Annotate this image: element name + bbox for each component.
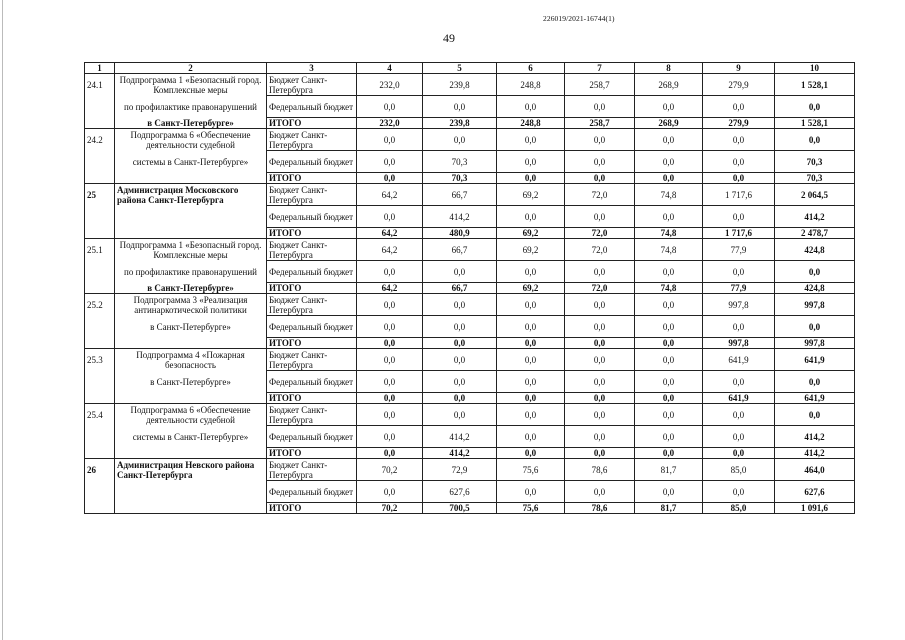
value-cell: 0,0 <box>497 173 565 184</box>
value-cell: 248,8 <box>497 118 565 129</box>
value-cell: 0,0 <box>565 393 635 404</box>
row-number <box>85 261 115 283</box>
value-cell: 0,0 <box>635 261 703 283</box>
funding-source: ИТОГО <box>267 173 357 184</box>
value-cell: 0,0 <box>357 151 423 173</box>
funding-source: ИТОГО <box>267 393 357 404</box>
column-number: 1 <box>85 63 115 74</box>
table-row <box>85 393 855 404</box>
row-name <box>115 393 267 404</box>
row-number: 25.4 <box>85 404 115 426</box>
value-cell: 0,0 <box>635 371 703 393</box>
value-cell: 1 528,1 <box>775 118 855 129</box>
column-number: 10 <box>775 63 855 74</box>
value-cell: 0,0 <box>497 129 565 151</box>
row-number <box>85 228 115 239</box>
value-cell: 66,7 <box>423 283 497 294</box>
value-cell: 0,0 <box>703 404 775 426</box>
value-cell: 0,0 <box>565 173 635 184</box>
value-cell: 0,0 <box>357 481 423 503</box>
value-cell: 0,0 <box>423 294 497 316</box>
value-cell: 0,0 <box>357 129 423 151</box>
value-cell: 0,0 <box>423 338 497 349</box>
value-cell: 75,6 <box>497 459 565 481</box>
value-cell: 0,0 <box>423 316 497 338</box>
value-cell: 0,0 <box>703 151 775 173</box>
value-cell: 0,0 <box>497 294 565 316</box>
budget-table <box>84 62 855 514</box>
table-row <box>85 151 855 173</box>
value-cell: 0,0 <box>775 261 855 283</box>
table-row <box>85 228 855 239</box>
column-number: 4 <box>357 63 423 74</box>
funding-source: Федеральный бюджет <box>267 151 357 173</box>
row-name: в Санкт-Петербурге» <box>115 371 267 393</box>
value-cell: 0,0 <box>357 261 423 283</box>
value-cell: 0,0 <box>565 261 635 283</box>
value-cell: 2 064,5 <box>775 184 855 206</box>
value-cell: 74,8 <box>635 283 703 294</box>
value-cell: 641,9 <box>775 349 855 371</box>
value-cell: 0,0 <box>703 448 775 459</box>
value-cell: 0,0 <box>775 129 855 151</box>
row-name <box>115 228 267 239</box>
value-cell: 0,0 <box>565 206 635 228</box>
value-cell: 69,2 <box>497 228 565 239</box>
value-cell: 258,7 <box>565 74 635 96</box>
value-cell: 0,0 <box>423 261 497 283</box>
value-cell: 279,9 <box>703 74 775 96</box>
value-cell: 480,9 <box>423 228 497 239</box>
value-cell: 0,0 <box>423 393 497 404</box>
table-row <box>85 459 855 481</box>
value-cell: 72,0 <box>565 239 635 261</box>
value-cell: 0,0 <box>357 426 423 448</box>
value-cell: 85,0 <box>703 459 775 481</box>
document-id: 226019/2021-16744(1) <box>543 14 615 23</box>
value-cell: 0,0 <box>635 338 703 349</box>
value-cell: 69,2 <box>497 283 565 294</box>
value-cell: 279,9 <box>703 118 775 129</box>
row-name <box>115 338 267 349</box>
row-name <box>115 448 267 459</box>
funding-source: Бюджет Санкт-Петербурга <box>267 74 357 96</box>
value-cell: 0,0 <box>497 404 565 426</box>
value-cell: 72,9 <box>423 459 497 481</box>
row-number <box>85 316 115 338</box>
value-cell: 627,6 <box>423 481 497 503</box>
value-cell: 0,0 <box>635 173 703 184</box>
value-cell: 0,0 <box>635 96 703 118</box>
row-number <box>85 503 115 514</box>
column-number: 8 <box>635 63 703 74</box>
funding-source: Федеральный бюджет <box>267 261 357 283</box>
value-cell: 248,8 <box>497 74 565 96</box>
value-cell: 0,0 <box>565 404 635 426</box>
column-number: 3 <box>267 63 357 74</box>
row-name: в Санкт-Петербурге» <box>115 316 267 338</box>
value-cell: 232,0 <box>357 74 423 96</box>
value-cell: 0,0 <box>357 404 423 426</box>
value-cell: 268,9 <box>635 118 703 129</box>
value-cell: 0,0 <box>565 294 635 316</box>
value-cell: 1 717,6 <box>703 228 775 239</box>
value-cell: 0,0 <box>497 338 565 349</box>
row-number <box>85 173 115 184</box>
funding-source: ИТОГО <box>267 228 357 239</box>
funding-source: Бюджет Санкт-Петербурга <box>267 184 357 206</box>
value-cell: 0,0 <box>497 96 565 118</box>
value-cell: 0,0 <box>497 349 565 371</box>
page-edge-line <box>2 0 3 640</box>
column-number: 7 <box>565 63 635 74</box>
row-number: 25.1 <box>85 239 115 261</box>
row-number: 24.1 <box>85 74 115 96</box>
row-name <box>115 173 267 184</box>
row-number <box>85 426 115 448</box>
table-row <box>85 503 855 514</box>
row-number: 25.3 <box>85 349 115 371</box>
value-cell: 0,0 <box>497 206 565 228</box>
value-cell: 64,2 <box>357 239 423 261</box>
value-cell: 0,0 <box>565 151 635 173</box>
value-cell: 0,0 <box>497 371 565 393</box>
column-number-row <box>85 63 855 74</box>
value-cell: 64,2 <box>357 184 423 206</box>
value-cell: 0,0 <box>565 338 635 349</box>
value-cell: 0,0 <box>703 173 775 184</box>
value-cell: 64,2 <box>357 228 423 239</box>
row-name <box>115 503 267 514</box>
value-cell: 0,0 <box>423 371 497 393</box>
value-cell: 70,3 <box>423 151 497 173</box>
value-cell: 258,7 <box>565 118 635 129</box>
row-number <box>85 151 115 173</box>
value-cell: 0,0 <box>565 96 635 118</box>
value-cell: 69,2 <box>497 239 565 261</box>
funding-source: ИТОГО <box>267 503 357 514</box>
table-row <box>85 338 855 349</box>
table-row <box>85 184 855 206</box>
value-cell: 0,0 <box>703 316 775 338</box>
value-cell: 0,0 <box>357 173 423 184</box>
funding-source: Бюджет Санкт-Петербурга <box>267 239 357 261</box>
column-number: 5 <box>423 63 497 74</box>
value-cell: 0,0 <box>423 96 497 118</box>
table-row <box>85 74 855 96</box>
funding-source: Федеральный бюджет <box>267 481 357 503</box>
value-cell: 0,0 <box>357 349 423 371</box>
value-cell: 74,8 <box>635 184 703 206</box>
row-name: Подпрограмма 1 «Безопасный город. Комплексные меры <box>115 74 267 96</box>
row-name <box>115 481 267 503</box>
value-cell: 0,0 <box>497 481 565 503</box>
table-row <box>85 129 855 151</box>
value-cell: 641,9 <box>775 393 855 404</box>
value-cell: 0,0 <box>635 206 703 228</box>
row-name: Администрация Московского района Санкт-Петербурга <box>115 184 267 206</box>
table-row <box>85 404 855 426</box>
value-cell: 64,2 <box>357 283 423 294</box>
table-row <box>85 261 855 283</box>
value-cell: 69,2 <box>497 184 565 206</box>
value-cell: 72,0 <box>565 184 635 206</box>
table-row <box>85 206 855 228</box>
row-number <box>85 118 115 129</box>
value-cell: 74,8 <box>635 239 703 261</box>
table-row <box>85 173 855 184</box>
column-number: 2 <box>115 63 267 74</box>
column-number: 6 <box>497 63 565 74</box>
value-cell: 78,6 <box>565 459 635 481</box>
row-name: Подпрограмма 3 «Реализация антинаркотической политики <box>115 294 267 316</box>
row-number <box>85 481 115 503</box>
value-cell: 1 091,6 <box>775 503 855 514</box>
table-row <box>85 118 855 129</box>
value-cell: 0,0 <box>565 426 635 448</box>
value-cell: 78,6 <box>565 503 635 514</box>
value-cell: 0,0 <box>565 371 635 393</box>
funding-source: Федеральный бюджет <box>267 206 357 228</box>
value-cell: 0,0 <box>565 316 635 338</box>
value-cell: 0,0 <box>703 129 775 151</box>
value-cell: 414,2 <box>775 426 855 448</box>
value-cell: 77,9 <box>703 239 775 261</box>
value-cell: 0,0 <box>703 426 775 448</box>
funding-source: ИТОГО <box>267 448 357 459</box>
value-cell: 66,7 <box>423 239 497 261</box>
value-cell: 72,0 <box>565 283 635 294</box>
value-cell: 997,8 <box>775 294 855 316</box>
value-cell: 627,6 <box>775 481 855 503</box>
row-name: системы в Санкт-Петербурге» <box>115 151 267 173</box>
value-cell: 70,3 <box>775 173 855 184</box>
column-number: 9 <box>703 63 775 74</box>
value-cell: 0,0 <box>357 448 423 459</box>
table-row <box>85 239 855 261</box>
value-cell: 414,2 <box>423 448 497 459</box>
funding-source: Бюджет Санкт-Петербурга <box>267 294 357 316</box>
value-cell: 464,0 <box>775 459 855 481</box>
value-cell: 0,0 <box>775 371 855 393</box>
value-cell: 0,0 <box>775 96 855 118</box>
value-cell: 0,0 <box>635 294 703 316</box>
table-row <box>85 294 855 316</box>
value-cell: 0,0 <box>635 129 703 151</box>
row-name: Подпрограмма 6 «Обеспечение деятельности судебной <box>115 404 267 426</box>
funding-source: Федеральный бюджет <box>267 316 357 338</box>
value-cell: 77,9 <box>703 283 775 294</box>
value-cell: 414,2 <box>775 448 855 459</box>
row-name: в Санкт-Петербурге» <box>115 283 267 294</box>
funding-source: Бюджет Санкт-Петербурга <box>267 404 357 426</box>
table-row <box>85 96 855 118</box>
value-cell: 0,0 <box>497 448 565 459</box>
value-cell: 0,0 <box>635 404 703 426</box>
value-cell: 70,3 <box>423 173 497 184</box>
funding-source: Бюджет Санкт-Петербурга <box>267 459 357 481</box>
value-cell: 0,0 <box>703 481 775 503</box>
value-cell: 424,8 <box>775 239 855 261</box>
value-cell: 0,0 <box>635 316 703 338</box>
value-cell: 414,2 <box>775 206 855 228</box>
row-name <box>115 206 267 228</box>
value-cell: 700,5 <box>423 503 497 514</box>
value-cell: 0,0 <box>497 261 565 283</box>
value-cell: 239,8 <box>423 118 497 129</box>
funding-source: Бюджет Санкт-Петербурга <box>267 129 357 151</box>
row-number: 25.2 <box>85 294 115 316</box>
table-row <box>85 481 855 503</box>
value-cell: 0,0 <box>423 129 497 151</box>
value-cell: 268,9 <box>635 74 703 96</box>
funding-source: ИТОГО <box>267 283 357 294</box>
table-row <box>85 371 855 393</box>
value-cell: 414,2 <box>423 206 497 228</box>
value-cell: 0,0 <box>423 404 497 426</box>
funding-source: Федеральный бюджет <box>267 96 357 118</box>
value-cell: 0,0 <box>775 404 855 426</box>
row-number <box>85 96 115 118</box>
value-cell: 1 528,1 <box>775 74 855 96</box>
value-cell: 81,7 <box>635 459 703 481</box>
value-cell: 0,0 <box>703 96 775 118</box>
row-number <box>85 393 115 404</box>
row-number: 24.2 <box>85 129 115 151</box>
table-row <box>85 426 855 448</box>
value-cell: 0,0 <box>565 448 635 459</box>
value-cell: 72,0 <box>565 228 635 239</box>
value-cell: 0,0 <box>357 338 423 349</box>
value-cell: 0,0 <box>635 151 703 173</box>
value-cell: 0,0 <box>635 349 703 371</box>
row-name: системы в Санкт-Петербурге» <box>115 426 267 448</box>
value-cell: 0,0 <box>635 393 703 404</box>
value-cell: 70,2 <box>357 503 423 514</box>
value-cell: 0,0 <box>357 294 423 316</box>
row-name: по профилактике правонарушений <box>115 96 267 118</box>
funding-source: ИТОГО <box>267 338 357 349</box>
row-name: Подпрограмма 4 «Пожарная безопасность <box>115 349 267 371</box>
value-cell: 997,8 <box>775 338 855 349</box>
table-row <box>85 349 855 371</box>
value-cell: 0,0 <box>775 316 855 338</box>
value-cell: 0,0 <box>357 316 423 338</box>
funding-source: Бюджет Санкт-Петербурга <box>267 349 357 371</box>
value-cell: 0,0 <box>703 206 775 228</box>
value-cell: 85,0 <box>703 503 775 514</box>
value-cell: 0,0 <box>497 393 565 404</box>
value-cell: 0,0 <box>565 349 635 371</box>
funding-source: ИТОГО <box>267 118 357 129</box>
value-cell: 0,0 <box>357 393 423 404</box>
funding-source: Федеральный бюджет <box>267 426 357 448</box>
value-cell: 0,0 <box>635 481 703 503</box>
value-cell: 70,2 <box>357 459 423 481</box>
value-cell: 414,2 <box>423 426 497 448</box>
value-cell: 0,0 <box>357 206 423 228</box>
value-cell: 0,0 <box>423 349 497 371</box>
row-number <box>85 448 115 459</box>
value-cell: 997,8 <box>703 338 775 349</box>
table-row <box>85 283 855 294</box>
value-cell: 81,7 <box>635 503 703 514</box>
row-number <box>85 371 115 393</box>
value-cell: 0,0 <box>497 151 565 173</box>
value-cell: 2 478,7 <box>775 228 855 239</box>
value-cell: 0,0 <box>497 316 565 338</box>
value-cell: 66,7 <box>423 184 497 206</box>
value-cell: 641,9 <box>703 393 775 404</box>
funding-source: Федеральный бюджет <box>267 371 357 393</box>
row-number: 26 <box>85 459 115 481</box>
row-number <box>85 338 115 349</box>
value-cell: 0,0 <box>565 481 635 503</box>
row-number <box>85 206 115 228</box>
value-cell: 0,0 <box>357 371 423 393</box>
value-cell: 641,9 <box>703 349 775 371</box>
row-name: Подпрограмма 1 «Безопасный город. Комплексные меры <box>115 239 267 261</box>
value-cell: 74,8 <box>635 228 703 239</box>
value-cell: 0,0 <box>565 129 635 151</box>
value-cell: 0,0 <box>357 96 423 118</box>
value-cell: 0,0 <box>635 448 703 459</box>
row-number <box>85 283 115 294</box>
row-name: в Санкт-Петербурге» <box>115 118 267 129</box>
value-cell: 1 717,6 <box>703 184 775 206</box>
value-cell: 75,6 <box>497 503 565 514</box>
value-cell: 232,0 <box>357 118 423 129</box>
row-name: Администрация Невского района Санкт-Петербурга <box>115 459 267 481</box>
table-row <box>85 316 855 338</box>
table-row <box>85 448 855 459</box>
value-cell: 0,0 <box>635 426 703 448</box>
value-cell: 424,8 <box>775 283 855 294</box>
value-cell: 239,8 <box>423 74 497 96</box>
value-cell: 0,0 <box>703 371 775 393</box>
value-cell: 70,3 <box>775 151 855 173</box>
row-name: Подпрограмма 6 «Обеспечение деятельности судебной <box>115 129 267 151</box>
value-cell: 0,0 <box>703 261 775 283</box>
value-cell: 0,0 <box>497 426 565 448</box>
row-name: по профилактике правонарушений <box>115 261 267 283</box>
table-body <box>85 63 855 514</box>
page-number: 49 <box>443 31 455 45</box>
row-number: 25 <box>85 184 115 206</box>
value-cell: 997,8 <box>703 294 775 316</box>
